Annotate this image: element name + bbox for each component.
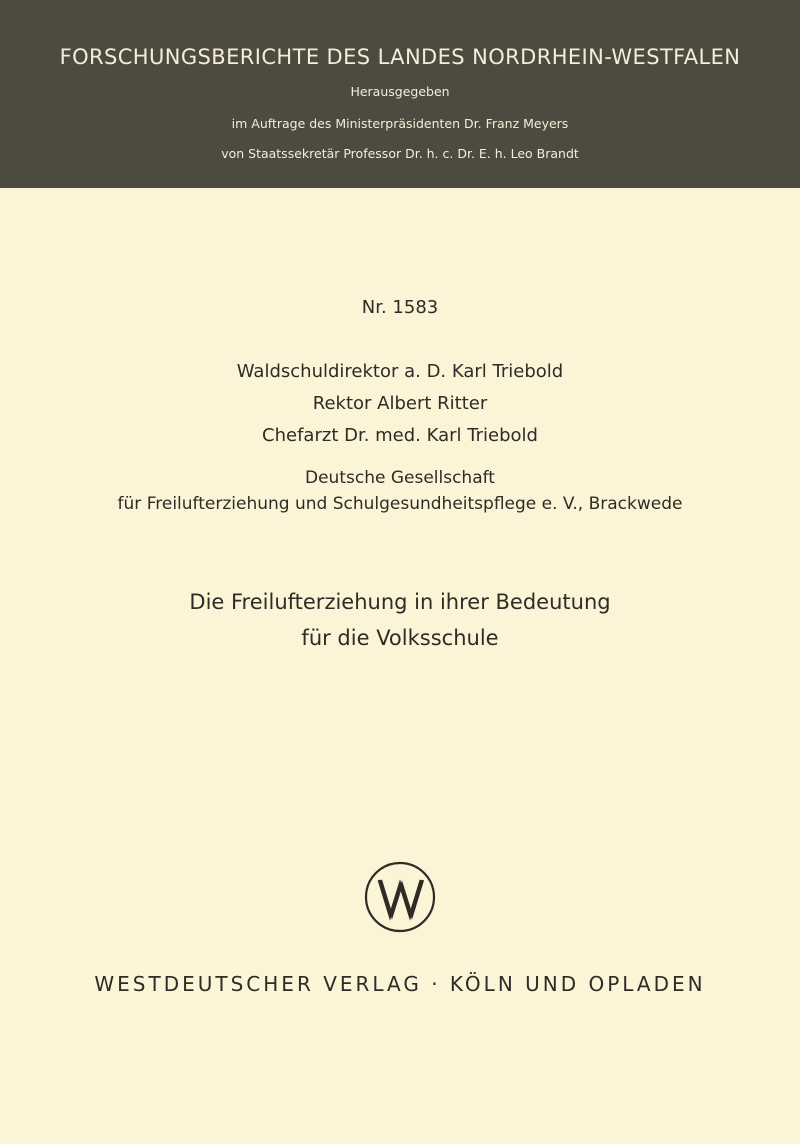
editor-line-3: von Staatssekretär Professor Dr. h. c. Dr. E. h. Leo Brandt	[221, 146, 579, 161]
series-title: FORSCHUNGSBERICHTE DES LANDES NORDRHEIN-WESTFALEN	[59, 45, 741, 69]
publisher-logo-icon	[363, 860, 437, 934]
cover-header-band	[0, 0, 800, 188]
author-3: Chefarzt Dr. med. Karl Triebold	[262, 425, 538, 446]
organization-line-1: Deutsche Gesellschaft	[305, 468, 495, 488]
publisher-name: WESTDEUTSCHER VERLAG · KÖLN UND OPLADEN	[94, 972, 706, 996]
author-2: Rektor Albert Ritter	[312, 393, 488, 414]
organization-line-2: für Freilufterziehung und Schulgesundheitspflege e. V., Brackwede	[117, 494, 683, 514]
editor-line-1: Herausgegeben	[350, 84, 450, 99]
author-1: Waldschuldirektor a. D. Karl Triebold	[236, 361, 564, 382]
editor-line-2: im Auftrage des Ministerpräsidenten Dr. Franz Meyers	[231, 116, 569, 131]
book-title-line-2: für die Volksschule	[301, 626, 499, 650]
book-title-line-1: Die Freilufterziehung in ihrer Bedeutung	[189, 590, 611, 614]
report-number: Nr. 1583	[361, 297, 439, 318]
